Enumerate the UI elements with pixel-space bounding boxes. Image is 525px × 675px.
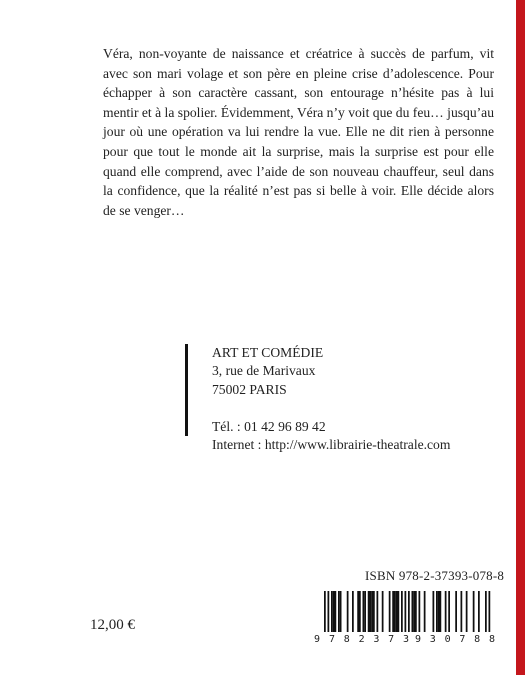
publisher-address xyxy=(212,344,450,454)
red-spine-edge xyxy=(516,0,525,675)
back-cover-blurb: Véra, non-voyante de naissance et créatrice à succès de parfum, vit avec son mari volage et son père en pleine crise d’adolescence. Pour échapper à son caractère cassant, son entourage n’hésite pas à lui mentir et à la spolier. Évidemment, Véra n’y voit que du feu… jusqu’au jour où une opération va lui rendre la vue. Elle ne dit rien à personne pour que tout le monde ait la surprise, mais la surprise est pour elle quand elle comprend, avec l’aide de son nouveau chauffeur, seul dans la confidence, que la réalité n’est pas si belle à voir. Elle décide alors de se venger… xyxy=(103,46,494,218)
publisher-name: ART ET COMÉDIE xyxy=(212,345,324,360)
barcode-icon xyxy=(311,591,502,645)
publisher-phone: Tél. : 01 42 96 89 42 xyxy=(212,418,326,434)
isbn-label: ISBN 978-2-37393-078-8 xyxy=(365,568,505,583)
price-label: 12,00 € xyxy=(90,617,135,633)
publisher-street: 3, rue de Marivaux xyxy=(212,363,316,379)
svg-text:9: 9 xyxy=(314,634,321,645)
publisher-city: 75002 PARIS xyxy=(212,381,287,397)
svg-text:782373: 782373 xyxy=(329,634,409,645)
svg-text:930788: 930788 xyxy=(415,634,495,645)
publisher-website: Internet : http://www.librairie-theatrale.com xyxy=(212,437,451,453)
publisher-divider-bar xyxy=(185,344,188,436)
